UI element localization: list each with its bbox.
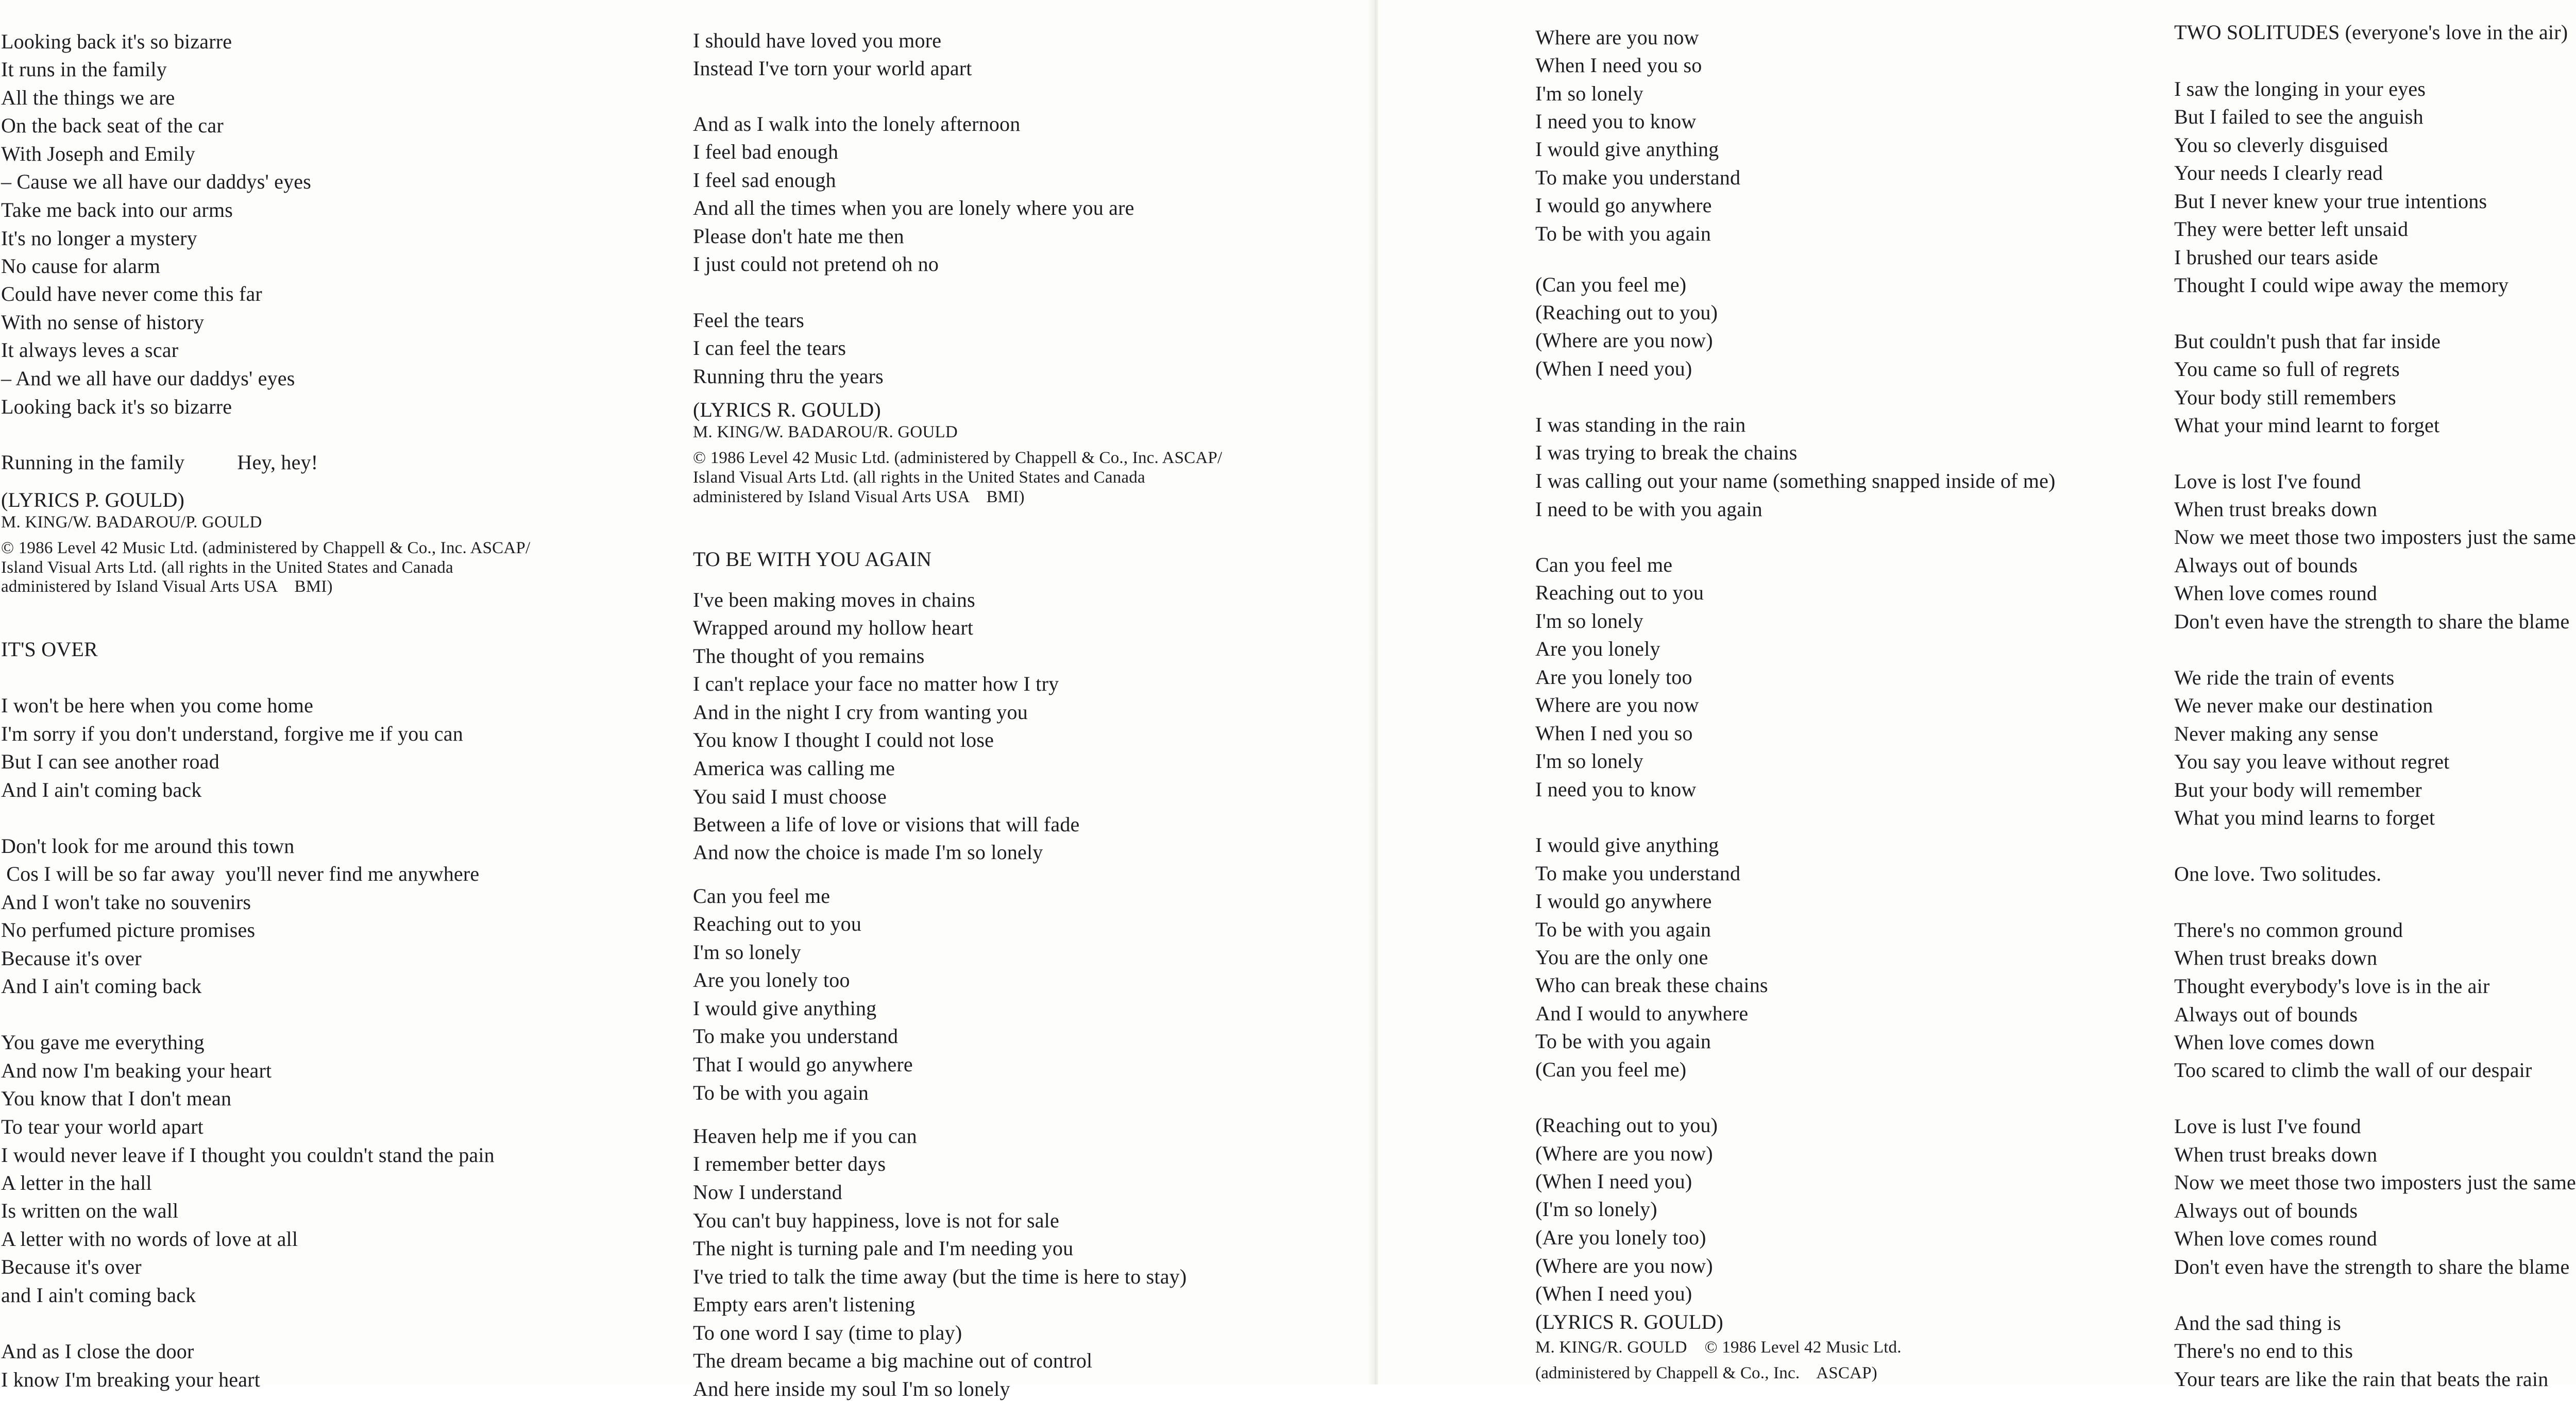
lyric-line: On the back seat of the car [1,114,224,137]
lyric-line: The dream became a big machine out of control [693,1349,1093,1372]
lyric-line: When trust breaks down [2174,1143,2378,1166]
lyric-line: And I would to anywhere [1535,1002,1749,1025]
lyric-line: But I failed to see the anguish [2174,105,2424,128]
lyric-line: There's no end to this [2174,1339,2353,1362]
lyric-line: Please don't hate me then [693,225,904,248]
lyric-line: administered by Island Visual Arts USA BMI) [693,488,1025,506]
lyric-line: To be with you again [1535,1030,1711,1053]
lyric-line: You say you leave without regret [2174,750,2450,773]
lyric-line: It always leves a scar [1,338,179,362]
lyric-line: I'm so lonely [1535,749,1643,773]
lyrics-column-1 [1,0,666,1391]
lyric-line: and I ain't coming back [1,1284,196,1307]
lyric-line: IT'S OVER [1,638,98,661]
lyric-line: (LYRICS P. GOULD) [1,488,185,511]
lyric-line: Could have never come this far [1,282,262,305]
lyric-line: I was trying to break the chains [1535,441,1798,464]
lyric-line: When love comes down [2174,1031,2375,1054]
lyric-line: The night is turning pale and I'm needing you [693,1237,1074,1260]
lyric-line: America was calling me [693,757,895,780]
lyric-line: Can you feel me [693,884,831,908]
lyric-line: You are the only one [1535,946,1708,969]
lyric-line: You gave me everything [1,1031,205,1054]
lyric-line: When I ned you so [1535,722,1693,745]
lyric-line: Don't look for me around this town [1,834,295,858]
lyric-line: Take me back into our arms [1,198,233,221]
lyric-line: When love comes round [2174,581,2378,605]
lyric-line: With no sense of history [1,311,205,334]
lyric-line: Because it's over [1,947,142,970]
lyric-line: Don't even have the strength to share the blame [2174,1255,2570,1278]
lyric-line: What your mind learnt to forget [2174,414,2440,437]
lyric-line: But your body will remember [2174,778,2422,801]
lyric-line: – Cause we all have our daddys' eyes [1,170,312,193]
lyric-line: Are you lonely [1535,637,1660,660]
lyric-line: No perfumed picture promises [1,918,256,942]
lyric-line: I would never leave if I thought you couldn't stand the pain [1,1143,495,1167]
lyric-line: Who can break these chains [1535,973,1768,997]
lyric-line: (I'm so lonely) [1535,1197,1657,1221]
lyric-line: (When I need you) [1535,357,1692,380]
lyric-line: I was calling out your name (something snapped inside of me) [1535,469,2056,492]
lyric-line: Empty ears aren't listening [693,1293,916,1316]
lyric-line: And here inside my soul I'm so lonely [693,1377,1010,1400]
lyric-line: I need to be with you again [1535,498,1762,521]
lyric-line: But I never knew your true intentions [2174,190,2487,213]
lyric-line: I would go anywhere [1535,889,1712,913]
lyric-line: (Where are you now) [1535,1142,1713,1165]
lyric-line: With Joseph and Emily [1,142,195,165]
lyric-line: I can't replace your face no matter how I try [693,672,1059,695]
lyric-line: Reaching out to you [693,912,862,935]
lyric-line: And now the choice is made I'm so lonely [693,841,1043,864]
lyric-line: (administered by Chappell & Co., Inc. ASCAP) [1535,1364,1877,1382]
lyric-line: Always out of bounds [2174,554,2358,577]
lyric-line: I can feel the tears [693,336,846,360]
lyric-line: To one word I say (time to play) [693,1321,962,1344]
lyric-line: © 1986 Level 42 Music Ltd. (administered by Chappell & Co., Inc. ASCAP/ [1,539,531,557]
lyric-line: You can't buy happiness, love is not for sale [693,1209,1059,1232]
lyric-line: Are you lonely too [1535,665,1692,689]
lyric-line: We never make our destination [2174,694,2433,717]
lyric-line: And now I'm beaking your heart [1,1059,272,1082]
lyric-line: It runs in the family [1,58,167,81]
lyric-line: Love is lust I've found [2174,1115,2361,1138]
lyric-line: Island Visual Arts Ltd. (all rights in the United States and Canada [693,468,1145,487]
lyric-line: And as I walk into the lonely afternoon [693,112,1021,135]
lyric-line: No cause for alarm [1,254,161,278]
lyric-line: Looking back it's so bizarre [1,30,232,53]
lyric-line: But I can see another road [1,750,219,773]
lyric-line: Where are you now [1535,693,1699,716]
lyrics-column-2 [693,0,1358,1400]
lyric-line: Running in the family Hey, hey! [1,451,318,474]
lyric-line: You know that I don't mean [1,1087,232,1110]
lyric-line: You said I must choose [693,785,887,808]
lyric-line: And in the night I cry from wanting you [693,700,1028,724]
lyric-line: I need you to know [1535,110,1697,133]
lyric-line: I saw the longing in your eyes [2174,77,2426,100]
lyric-line: When trust breaks down [2174,946,2378,969]
lyric-line: And the sad thing is [2174,1311,2341,1334]
lyric-line: I would give anything [1535,138,1719,161]
lyric-line: I'm so lonely [1535,82,1643,105]
lyric-line: The thought of you remains [693,644,925,668]
lyric-line: (When I need you) [1535,1170,1692,1193]
lyric-line: (Reaching out to you) [1535,301,1718,324]
lyric-line: Thought I could wipe away the memory [2174,273,2509,297]
lyric-line: Thought everybody's love is in the air [2174,974,2490,998]
lyric-line: A letter with no words of love at all [1,1227,298,1251]
lyric-line: You so cleverly disguised [2174,133,2388,157]
lyric-line: Running thru the years [693,365,884,388]
lyric-line: (When I need you) [1535,1282,1692,1305]
lyric-line: M. KING/W. BADAROU/R. GOULD [693,423,958,441]
lyric-line: (Where are you now) [1535,329,1713,352]
lyric-line: Island Visual Arts Ltd. (all rights in the United States and Canada [1,558,453,577]
lyric-line: (Reaching out to you) [1535,1114,1718,1137]
lyric-line: And I ain't coming back [1,778,202,801]
lyric-line: Now I understand [693,1180,842,1204]
lyric-line: Can you feel me [1535,553,1673,576]
lyric-line: Looking back it's so bizarre [1,395,232,418]
lyric-line: Your body still remembers [2174,386,2396,409]
lyric-line: Because it's over [1,1255,142,1278]
lyric-line: I've tried to talk the time away (but the time is here to stay) [693,1265,1187,1288]
lyric-line: I would give anything [693,997,877,1020]
lyric-line: Love is lost I've found [2174,470,2361,493]
lyric-line: You know I thought I could not lose [693,728,994,751]
lyric-line: To be with you again [693,1081,869,1104]
lyric-line: I feel sad enough [693,168,836,192]
lyric-line: You came so full of regrets [2174,357,2400,381]
lyric-line: A letter in the hall [1,1171,152,1194]
lyric-line: Cos I will be so far away you'll never find me anywhere [1,862,480,885]
lyric-line: I was standing in the rain [1535,413,1746,436]
lyric-line: I brushed our tears aside [2174,246,2378,269]
lyric-line: I know I'm breaking your heart [1,1368,261,1391]
lyric-line: (Where are you now) [1535,1254,1713,1277]
lyric-line: I would go anywhere [1535,194,1712,217]
lyric-line: (LYRICS R. GOULD) [693,398,881,421]
lyric-line: Now we meet those two imposters just the same [2174,525,2576,549]
lyric-line: TWO SOLITUDES (everyone's love in the air) [2174,21,2568,44]
lyrics-column-3 [1535,0,2177,1384]
lyric-line: To make you understand [1535,166,1741,189]
lyric-line: Where are you now [1535,26,1699,49]
lyric-line: To make you understand [693,1024,899,1048]
lyric-line: And as I close the door [1,1340,194,1363]
lyric-line: (Are you lonely too) [1535,1226,1706,1249]
lyric-line: To tear your world apart [1,1115,204,1138]
lyric-line: Instead I've torn your world apart [693,57,972,80]
lyric-line: Always out of bounds [2174,1003,2358,1026]
lyric-line: One love. Two solitudes. [2174,862,2382,885]
lyric-line: (Can you feel me) [1535,273,1687,296]
lyric-line: They were better left unsaid [2174,217,2409,241]
lyric-line: Reaching out to you [1535,581,1704,604]
lyric-line: I've been making moves in chains [693,588,975,611]
lyric-line: I'm so lonely [1535,609,1643,632]
lyric-line: To be with you again [1535,918,1711,941]
lyric-line: What you mind learns to forget [2174,806,2435,829]
lyric-line: To make you understand [1535,862,1741,885]
lyric-line: I just could not pretend oh no [693,252,939,276]
lyric-line: And I won't take no souvenirs [1,891,251,914]
lyric-line: Is written on the wall [1,1199,179,1222]
lyric-line: – And we all have our daddys' eyes [1,367,295,390]
lyric-line: (Can you feel me) [1535,1058,1687,1081]
right-page [1378,0,2576,1391]
lyric-line: When trust breaks down [2174,498,2378,521]
lyric-line: I would give anything [1535,833,1719,857]
lyric-line: I should have loved you more [693,29,942,52]
lyric-line: But couldn't push that far inside [2174,330,2441,353]
lyric-line: (LYRICS R. GOULD) [1535,1310,1723,1333]
lyrics-column-4 [2174,0,2576,1391]
lyric-line: And I ain't coming back [1,974,202,998]
lyric-line: Feel the tears [693,309,805,332]
lyric-line: Are you lonely too [693,968,850,991]
lyric-line: I'm sorry if you don't understand, forgive me if you can [1,722,463,745]
lyric-line: We ride the train of events [2174,666,2395,689]
lyric-line: Between a life of love or visions that will fade [693,813,1080,836]
lyric-line: M. KING/R. GOULD © 1986 Level 42 Music Ltd. [1535,1338,1902,1357]
lyric-line: Too scared to climb the wall of our despair [2174,1058,2532,1082]
lyric-line: It's no longer a mystery [1,227,197,250]
lyric-line: Wrapped around my hollow heart [693,616,974,639]
lyric-line: And all the times when you are lonely where you are [693,196,1134,219]
lyric-line: I'm so lonely [693,940,801,964]
lyric-line: © 1986 Level 42 Music Ltd. (administered by Chappell & Co., Inc. ASCAP/ [693,449,1223,467]
lyric-line: M. KING/W. BADAROU/P. GOULD [1,513,262,532]
lyric-line: When I need you so [1535,54,1702,77]
lyric-line: I need you to know [1535,778,1697,801]
lyric-line: Now we meet those two imposters just the same [2174,1171,2576,1194]
lyric-line: Your needs I clearly read [2174,161,2383,184]
lyric-line: I remember better days [693,1152,886,1175]
lyric-line: TO BE WITH YOU AGAIN [693,547,932,571]
lyric-line: Your tears are like the rain that beats the rain [2174,1367,2549,1391]
lyric-line: When love comes round [2174,1227,2378,1250]
lyric-line: Heaven help me if you can [693,1124,917,1148]
lyric-line: To be with you again [1535,222,1711,245]
lyric-line: administered by Island Visual Arts USA BMI) [1,577,333,596]
lyric-line: All the things we are [1,86,175,109]
lyric-line: Always out of bounds [2174,1199,2358,1222]
lyric-line: I won't be here when you come home [1,694,314,717]
lyric-line: There's no common ground [2174,918,2403,942]
lyric-line: Never making any sense [2174,722,2379,745]
lyric-line: That I would go anywhere [693,1053,913,1076]
lyric-line: I feel bad enough [693,140,839,163]
lyric-line: Don't even have the strength to share the blame [2174,610,2570,633]
